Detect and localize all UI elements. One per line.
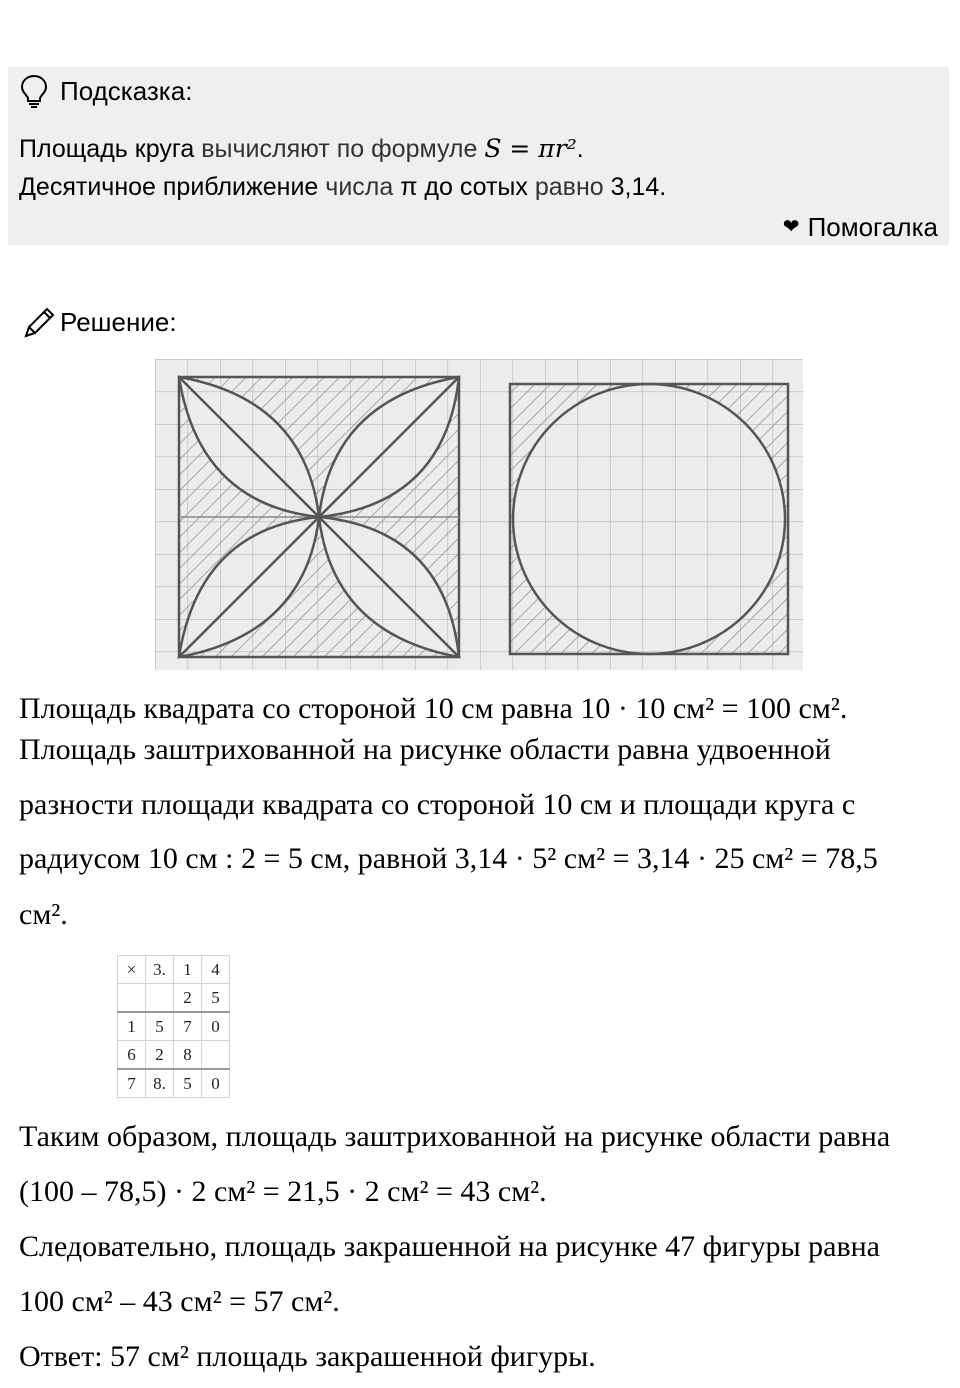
calc-row (118, 1041, 230, 1070)
hint-title: Подсказка: (60, 76, 193, 106)
pencil-icon (22, 306, 56, 340)
calc-cell: 0 (202, 1012, 230, 1041)
answer-paragraph: Ответ: 57 см² площадь закрашенной фигуры. (19, 1340, 596, 1373)
calc-cell (202, 1041, 230, 1070)
solution-paragraph: Площадь квадрата со стороной 10 см равна 10 · 10 см² = 100 см². (19, 692, 848, 725)
calc-cell (118, 984, 146, 1013)
solution-paragraph: радиусом 10 см : 2 = 5 см, равной 3,14 · 5² см² = 3,14 · 25 см² = 78,5 (19, 842, 878, 875)
hint-text: числа (318, 173, 401, 201)
hint-credit[interactable] (783, 212, 938, 243)
solution-paragraph: см². (19, 898, 68, 931)
calc-row (118, 1012, 230, 1041)
hint-line-2 (19, 173, 666, 202)
calc-cell: 1 (118, 1012, 146, 1041)
calc-cell: 1 (174, 956, 202, 984)
solution-paragraph: (100 – 78,5) · 2 см² = 21,5 · 2 см² = 43 см². (19, 1175, 547, 1208)
hint-period: . (576, 135, 584, 163)
hint-text: равно (527, 173, 611, 201)
hint-line-1 (19, 134, 584, 164)
hint-text: вычисляют по формуле (194, 135, 485, 163)
credit-label: Помогалка (807, 212, 938, 242)
calc-cell: 2 (146, 1041, 174, 1070)
hint-term-circle-area: Площадь круга (19, 135, 195, 163)
solution-paragraph: разности площади квадрата со стороной 10 см и площади круга с (19, 788, 856, 821)
calc-cell: 7 (118, 1069, 146, 1098)
calc-cell: × (118, 956, 146, 984)
solution-paragraph: Площадь заштрихованной на рисунке области равна удвоенной (19, 733, 831, 766)
calc-cell: 4 (202, 956, 230, 984)
calc-cell: 5 (174, 1069, 202, 1098)
calc-cell: 6 (118, 1041, 146, 1070)
calc-cell: 0 (202, 1069, 230, 1098)
calc-cell: 7 (174, 1012, 202, 1041)
hint-formula: S = πr² (484, 134, 577, 163)
hint-value: 3,14 (610, 173, 660, 201)
calc-cell: 8. (146, 1069, 174, 1098)
solution-title: Решение: (60, 307, 177, 337)
hint-term-pi: π до сотых (400, 173, 528, 201)
calc-cell: 2 (174, 984, 202, 1013)
calc-cell (146, 984, 174, 1013)
calc-cell: 3. (146, 956, 174, 984)
heart-icon: ❤ (782, 216, 800, 238)
calc-row (118, 956, 230, 984)
hint-period: . (659, 173, 667, 201)
hint-term-decimal: Десятичное приближение (19, 173, 319, 201)
calc-row (118, 984, 230, 1013)
lightbulb-icon (20, 74, 48, 108)
solution-paragraph: Следовательно, площадь закрашенной на рисунке 47 фигуры равна (19, 1230, 880, 1263)
multiplication-table (117, 955, 230, 1098)
calc-row (118, 1069, 230, 1098)
calc-cell: 5 (146, 1012, 174, 1041)
solution-paragraph: 100 см² – 43 см² = 57 см². (19, 1285, 340, 1318)
calc-cell: 8 (174, 1041, 202, 1070)
geometry-figure (155, 359, 803, 670)
calc-cell: 5 (202, 984, 230, 1013)
solution-paragraph: Таким образом, площадь заштрихованной на рисунке области равна (19, 1120, 891, 1153)
